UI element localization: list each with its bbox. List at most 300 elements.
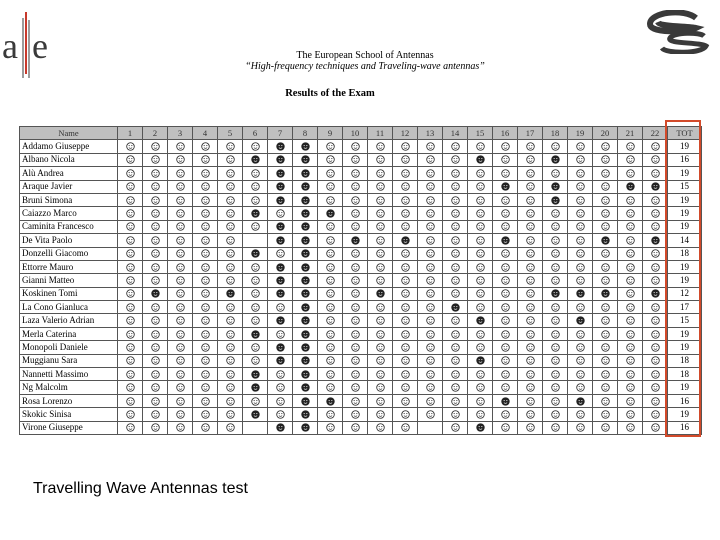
correct-answer-icon bbox=[176, 330, 185, 339]
answer-cell bbox=[293, 341, 318, 354]
correct-answer-icon bbox=[401, 303, 410, 312]
answer-cell bbox=[268, 153, 293, 166]
correct-answer-icon bbox=[551, 316, 560, 325]
correct-answer-icon bbox=[326, 410, 335, 419]
answer-cell bbox=[343, 260, 368, 273]
correct-answer-icon bbox=[351, 209, 360, 218]
correct-answer-icon bbox=[426, 289, 435, 298]
answer-cell bbox=[243, 408, 268, 421]
answer-cell bbox=[618, 341, 643, 354]
answer-cell bbox=[618, 247, 643, 260]
answer-cell bbox=[168, 341, 193, 354]
answer-cell bbox=[543, 314, 568, 327]
correct-answer-icon bbox=[601, 155, 610, 164]
correct-answer-icon bbox=[176, 169, 185, 178]
correct-answer-icon bbox=[201, 142, 210, 151]
table-row bbox=[20, 368, 702, 381]
correct-answer-icon bbox=[601, 343, 610, 352]
correct-answer-icon bbox=[576, 370, 585, 379]
correct-answer-icon bbox=[626, 370, 635, 379]
answer-cell bbox=[218, 394, 243, 407]
correct-answer-icon bbox=[626, 249, 635, 258]
correct-answer-icon bbox=[626, 356, 635, 365]
answer-cell bbox=[543, 140, 568, 153]
correct-answer-icon bbox=[226, 276, 235, 285]
correct-answer-icon bbox=[126, 330, 135, 339]
correct-answer-icon bbox=[551, 343, 560, 352]
answer-cell bbox=[493, 394, 518, 407]
correct-answer-icon bbox=[501, 289, 510, 298]
answer-cell bbox=[243, 314, 268, 327]
correct-answer-icon bbox=[451, 222, 460, 231]
correct-answer-icon bbox=[176, 263, 185, 272]
table-row bbox=[20, 394, 702, 407]
wrong-answer-icon bbox=[251, 155, 260, 164]
correct-answer-icon bbox=[126, 343, 135, 352]
table-row bbox=[20, 341, 702, 354]
student-name: Donzelli Giacomo bbox=[20, 247, 118, 260]
correct-answer-icon bbox=[601, 356, 610, 365]
answer-cell bbox=[593, 287, 618, 300]
correct-answer-icon bbox=[476, 276, 485, 285]
answer-cell bbox=[293, 193, 318, 206]
correct-answer-icon bbox=[651, 142, 660, 151]
table-row bbox=[20, 354, 702, 367]
correct-answer-icon bbox=[376, 316, 385, 325]
correct-answer-icon bbox=[351, 249, 360, 258]
correct-answer-icon bbox=[126, 410, 135, 419]
answer-cell bbox=[318, 327, 343, 340]
answer-cell bbox=[143, 180, 168, 193]
correct-answer-icon bbox=[376, 263, 385, 272]
table-row bbox=[20, 260, 702, 273]
correct-answer-icon bbox=[626, 236, 635, 245]
correct-answer-icon bbox=[176, 303, 185, 312]
answer-cell bbox=[393, 368, 418, 381]
correct-answer-icon bbox=[326, 423, 335, 432]
table-row bbox=[20, 193, 702, 206]
answer-cell bbox=[518, 193, 543, 206]
answer-cell bbox=[393, 354, 418, 367]
correct-answer-icon bbox=[526, 222, 535, 231]
answer-cell bbox=[618, 167, 643, 180]
correct-answer-icon bbox=[251, 169, 260, 178]
correct-answer-icon bbox=[401, 316, 410, 325]
correct-answer-icon bbox=[526, 316, 535, 325]
answer-cell bbox=[243, 301, 268, 314]
question-column-header: 15 bbox=[468, 127, 493, 140]
answer-cell bbox=[468, 234, 493, 247]
answer-cell bbox=[168, 301, 193, 314]
question-column-header: 13 bbox=[418, 127, 443, 140]
correct-answer-icon bbox=[376, 370, 385, 379]
correct-answer-icon bbox=[426, 276, 435, 285]
answer-cell bbox=[643, 167, 668, 180]
answer-cell bbox=[643, 153, 668, 166]
answer-cell bbox=[643, 327, 668, 340]
correct-answer-icon bbox=[326, 263, 335, 272]
answer-cell bbox=[443, 354, 468, 367]
correct-answer-icon bbox=[226, 343, 235, 352]
correct-answer-icon bbox=[151, 249, 160, 258]
answer-cell bbox=[643, 408, 668, 421]
correct-answer-icon bbox=[426, 410, 435, 419]
correct-answer-icon bbox=[576, 182, 585, 191]
student-name: Caminita Francesco bbox=[20, 220, 118, 233]
answer-cell bbox=[343, 301, 368, 314]
correct-answer-icon bbox=[201, 182, 210, 191]
wrong-answer-icon bbox=[251, 209, 260, 218]
answer-cell bbox=[218, 193, 243, 206]
correct-answer-icon bbox=[601, 196, 610, 205]
answer-cell bbox=[293, 421, 318, 434]
correct-answer-icon bbox=[501, 142, 510, 151]
correct-answer-icon bbox=[451, 397, 460, 406]
answer-cell bbox=[443, 408, 468, 421]
answer-cell bbox=[643, 301, 668, 314]
correct-answer-icon bbox=[576, 303, 585, 312]
answer-cell bbox=[593, 341, 618, 354]
answer-cell bbox=[643, 234, 668, 247]
answer-cell bbox=[143, 247, 168, 260]
answer-cell bbox=[368, 301, 393, 314]
correct-answer-icon bbox=[501, 330, 510, 339]
student-name: Nannetti Massimo bbox=[20, 368, 118, 381]
correct-answer-icon bbox=[401, 410, 410, 419]
answer-cell bbox=[618, 220, 643, 233]
answer-cell bbox=[643, 180, 668, 193]
answer-cell bbox=[318, 207, 343, 220]
answer-cell bbox=[268, 287, 293, 300]
answer-cell bbox=[143, 193, 168, 206]
answer-cell bbox=[268, 274, 293, 287]
correct-answer-icon bbox=[526, 343, 535, 352]
answer-cell bbox=[468, 354, 493, 367]
correct-answer-icon bbox=[176, 316, 185, 325]
question-column-header: 8 bbox=[293, 127, 318, 140]
correct-answer-icon bbox=[526, 397, 535, 406]
answer-cell bbox=[193, 247, 218, 260]
total-score: 17 bbox=[668, 301, 702, 314]
answer-cell bbox=[218, 381, 243, 394]
correct-answer-icon bbox=[651, 249, 660, 258]
correct-answer-icon bbox=[151, 316, 160, 325]
answer-cell bbox=[643, 247, 668, 260]
correct-answer-icon bbox=[551, 249, 560, 258]
correct-answer-icon bbox=[126, 397, 135, 406]
answer-cell bbox=[168, 220, 193, 233]
wrong-answer-icon bbox=[276, 155, 285, 164]
correct-answer-icon bbox=[126, 370, 135, 379]
answer-cell bbox=[543, 421, 568, 434]
correct-answer-icon bbox=[176, 397, 185, 406]
answer-cell bbox=[593, 140, 618, 153]
correct-answer-icon bbox=[651, 383, 660, 392]
answer-cell bbox=[318, 140, 343, 153]
correct-answer-icon bbox=[326, 196, 335, 205]
correct-answer-icon bbox=[526, 276, 535, 285]
answer-cell bbox=[593, 327, 618, 340]
answer-cell bbox=[518, 207, 543, 220]
correct-answer-icon bbox=[526, 330, 535, 339]
correct-answer-icon bbox=[226, 236, 235, 245]
question-column-header: 3 bbox=[168, 127, 193, 140]
correct-answer-icon bbox=[326, 316, 335, 325]
answer-cell bbox=[268, 193, 293, 206]
answer-cell bbox=[393, 394, 418, 407]
answer-cell bbox=[618, 301, 643, 314]
correct-answer-icon bbox=[351, 169, 360, 178]
answer-cell bbox=[493, 167, 518, 180]
correct-answer-icon bbox=[151, 209, 160, 218]
answer-cell bbox=[518, 234, 543, 247]
answer-cell bbox=[568, 247, 593, 260]
wrong-answer-icon bbox=[651, 236, 660, 245]
correct-answer-icon bbox=[501, 249, 510, 258]
answer-cell bbox=[343, 368, 368, 381]
answer-cell bbox=[318, 368, 343, 381]
student-name: Ettorre Mauro bbox=[20, 260, 118, 273]
answer-cell bbox=[493, 341, 518, 354]
answer-cell bbox=[368, 180, 393, 193]
correct-answer-icon bbox=[601, 249, 610, 258]
answer-cell bbox=[618, 408, 643, 421]
answer-cell bbox=[418, 287, 443, 300]
correct-answer-icon bbox=[601, 303, 610, 312]
answer-cell bbox=[143, 207, 168, 220]
answer-cell bbox=[118, 180, 143, 193]
correct-answer-icon bbox=[401, 330, 410, 339]
answer-cell bbox=[343, 220, 368, 233]
answer-cell bbox=[218, 220, 243, 233]
answer-cell bbox=[293, 274, 318, 287]
correct-answer-icon bbox=[551, 330, 560, 339]
answer-cell bbox=[618, 327, 643, 340]
answer-cell bbox=[368, 368, 393, 381]
answer-cell bbox=[593, 193, 618, 206]
wrong-answer-icon bbox=[301, 249, 310, 258]
answer-cell bbox=[493, 327, 518, 340]
correct-answer-icon bbox=[551, 303, 560, 312]
correct-answer-icon bbox=[326, 289, 335, 298]
correct-answer-icon bbox=[576, 356, 585, 365]
answer-cell bbox=[193, 274, 218, 287]
answer-cell bbox=[593, 301, 618, 314]
answer-cell bbox=[568, 140, 593, 153]
correct-answer-icon bbox=[326, 330, 335, 339]
answer-cell bbox=[593, 408, 618, 421]
answer-cell bbox=[518, 354, 543, 367]
correct-answer-icon bbox=[451, 142, 460, 151]
answer-cell bbox=[593, 260, 618, 273]
question-column-header: 6 bbox=[243, 127, 268, 140]
correct-answer-icon bbox=[451, 370, 460, 379]
answer-cell bbox=[193, 301, 218, 314]
correct-answer-icon bbox=[451, 249, 460, 258]
correct-answer-icon bbox=[201, 316, 210, 325]
correct-answer-icon bbox=[426, 169, 435, 178]
answer-cell bbox=[243, 394, 268, 407]
answer-cell bbox=[118, 327, 143, 340]
correct-answer-icon bbox=[651, 222, 660, 231]
answer-cell bbox=[493, 207, 518, 220]
wrong-answer-icon bbox=[551, 289, 560, 298]
answer-cell bbox=[368, 341, 393, 354]
wrong-answer-icon bbox=[276, 263, 285, 272]
answer-cell bbox=[568, 287, 593, 300]
correct-answer-icon bbox=[176, 142, 185, 151]
wrong-answer-icon bbox=[301, 316, 310, 325]
answer-cell bbox=[218, 341, 243, 354]
answer-cell bbox=[368, 193, 393, 206]
answer-cell bbox=[393, 193, 418, 206]
correct-answer-icon bbox=[376, 222, 385, 231]
answer-cell bbox=[643, 354, 668, 367]
answer-cell bbox=[568, 421, 593, 434]
answer-cell bbox=[318, 260, 343, 273]
answer-cell bbox=[393, 408, 418, 421]
student-name: Rosa Lorenzo bbox=[20, 394, 118, 407]
answer-cell bbox=[218, 167, 243, 180]
table-header-row bbox=[20, 127, 702, 140]
answer-cell bbox=[468, 260, 493, 273]
answer-cell bbox=[518, 408, 543, 421]
answer-cell bbox=[468, 287, 493, 300]
correct-answer-icon bbox=[501, 155, 510, 164]
correct-answer-icon bbox=[551, 222, 560, 231]
answer-cell bbox=[293, 247, 318, 260]
answer-cell bbox=[643, 314, 668, 327]
answer-cell bbox=[443, 140, 468, 153]
correct-answer-icon bbox=[251, 263, 260, 272]
answer-cell bbox=[218, 274, 243, 287]
answer-cell bbox=[518, 274, 543, 287]
answer-cell bbox=[443, 341, 468, 354]
answer-cell bbox=[568, 368, 593, 381]
answer-cell bbox=[593, 234, 618, 247]
answer-cell bbox=[643, 220, 668, 233]
answer-cell bbox=[218, 287, 243, 300]
answer-cell bbox=[568, 220, 593, 233]
answer-cell bbox=[443, 287, 468, 300]
correct-answer-icon bbox=[651, 423, 660, 432]
correct-answer-icon bbox=[626, 209, 635, 218]
answer-cell bbox=[443, 301, 468, 314]
answer-cell bbox=[143, 234, 168, 247]
answer-cell bbox=[193, 341, 218, 354]
wrong-answer-icon bbox=[301, 196, 310, 205]
correct-answer-icon bbox=[426, 249, 435, 258]
answer-cell bbox=[493, 220, 518, 233]
answer-cell bbox=[468, 153, 493, 166]
answer-cell bbox=[468, 207, 493, 220]
total-score: 19 bbox=[668, 207, 702, 220]
answer-cell bbox=[218, 180, 243, 193]
answer-cell bbox=[568, 234, 593, 247]
answer-cell bbox=[143, 421, 168, 434]
answer-cell bbox=[318, 167, 343, 180]
answer-cell bbox=[318, 301, 343, 314]
correct-answer-icon bbox=[201, 343, 210, 352]
answer-cell bbox=[393, 180, 418, 193]
answer-cell bbox=[468, 408, 493, 421]
correct-answer-icon bbox=[651, 397, 660, 406]
answer-cell bbox=[418, 220, 443, 233]
answer-cell bbox=[143, 287, 168, 300]
answer-cell bbox=[568, 341, 593, 354]
answer-cell bbox=[418, 274, 443, 287]
answer-cell bbox=[218, 234, 243, 247]
answer-cell bbox=[318, 274, 343, 287]
answer-cell bbox=[268, 167, 293, 180]
answer-cell bbox=[118, 287, 143, 300]
question-column-header: 10 bbox=[343, 127, 368, 140]
correct-answer-icon bbox=[226, 303, 235, 312]
answer-cell bbox=[118, 260, 143, 273]
answer-cell bbox=[418, 394, 443, 407]
answer-cell bbox=[568, 327, 593, 340]
answer-cell bbox=[643, 274, 668, 287]
student-name: La Cono Gianluca bbox=[20, 301, 118, 314]
correct-answer-icon bbox=[176, 196, 185, 205]
answer-cell bbox=[443, 234, 468, 247]
correct-answer-icon bbox=[226, 410, 235, 419]
correct-answer-icon bbox=[426, 370, 435, 379]
correct-answer-icon bbox=[476, 289, 485, 298]
correct-answer-icon bbox=[626, 383, 635, 392]
answer-cell bbox=[368, 287, 393, 300]
answer-cell bbox=[168, 180, 193, 193]
correct-answer-icon bbox=[351, 276, 360, 285]
question-column-header: 19 bbox=[568, 127, 593, 140]
answer-cell bbox=[118, 274, 143, 287]
correct-answer-icon bbox=[501, 196, 510, 205]
correct-answer-icon bbox=[476, 209, 485, 218]
correct-answer-icon bbox=[126, 263, 135, 272]
answer-cell bbox=[493, 301, 518, 314]
answer-cell bbox=[618, 234, 643, 247]
answer-cell bbox=[568, 193, 593, 206]
answer-cell bbox=[593, 247, 618, 260]
answer-cell bbox=[393, 301, 418, 314]
answer-cell bbox=[618, 368, 643, 381]
answer-cell bbox=[518, 301, 543, 314]
correct-answer-icon bbox=[276, 209, 285, 218]
answer-cell bbox=[393, 220, 418, 233]
answer-cell bbox=[293, 260, 318, 273]
answer-cell bbox=[118, 314, 143, 327]
answer-cell bbox=[543, 408, 568, 421]
correct-answer-icon bbox=[176, 383, 185, 392]
svg-text:e: e bbox=[32, 26, 48, 66]
correct-answer-icon bbox=[376, 182, 385, 191]
correct-answer-icon bbox=[226, 263, 235, 272]
answer-cell bbox=[118, 220, 143, 233]
correct-answer-icon bbox=[551, 236, 560, 245]
question-column-header: 1 bbox=[118, 127, 143, 140]
total-score: 19 bbox=[668, 341, 702, 354]
answer-cell bbox=[518, 180, 543, 193]
answer-cell bbox=[618, 314, 643, 327]
answer-cell bbox=[293, 368, 318, 381]
wrong-answer-icon bbox=[551, 182, 560, 191]
answer-cell bbox=[318, 381, 343, 394]
answer-cell bbox=[518, 140, 543, 153]
answer-cell bbox=[218, 153, 243, 166]
correct-answer-icon bbox=[526, 410, 535, 419]
answer-cell bbox=[118, 341, 143, 354]
answer-cell bbox=[118, 394, 143, 407]
